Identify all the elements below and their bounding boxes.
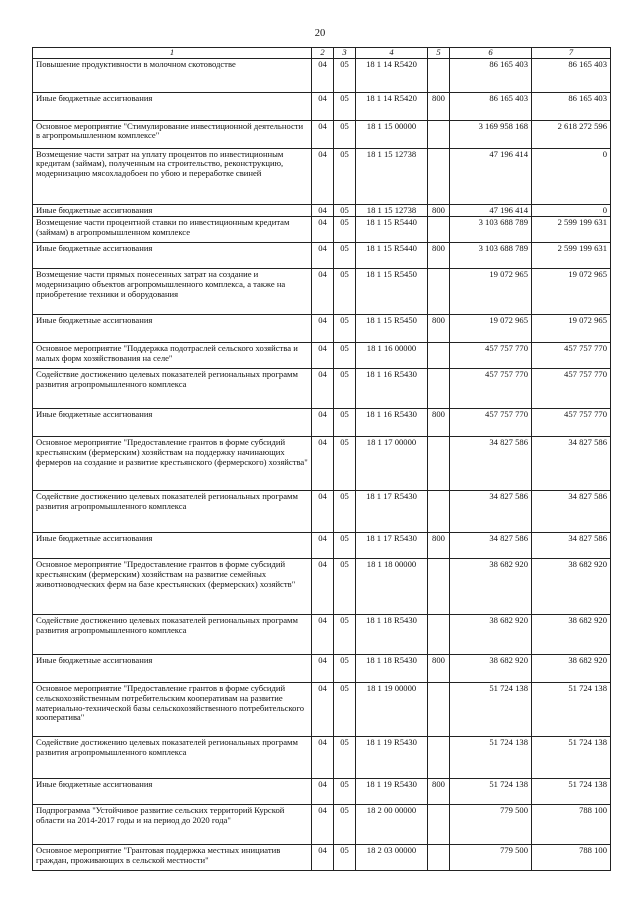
amount-year1-cell: 3 169 958 168 bbox=[450, 120, 532, 148]
amount-year1-cell: 34 827 586 bbox=[450, 491, 532, 533]
row-name-cell: Подпрограмма "Устойчивое развитие сельских территорий Курской области на 2014-2017 годы и на период до 2020 года" bbox=[33, 805, 312, 845]
expense-type-cell: 800 bbox=[428, 243, 450, 269]
row-name-cell: Основное мероприятие "Предоставление грантов в форме субсидий сельскохозяйственным потребительским кооперативам на развитие материально-технической базы сельскохозяйственного потребительского кооператива" bbox=[33, 683, 312, 737]
target-article-cell: 18 1 15 12738 bbox=[356, 204, 428, 217]
subsection-code-cell: 05 bbox=[334, 437, 356, 491]
row-name-cell: Основное мероприятие "Предоставление грантов в форме субсидий крестьянским (фермерским) хозяйствам на развитие семейных животноводческих ферм на базе крестьянских (фермерских) хозяйств" bbox=[33, 559, 312, 615]
expense-type-cell bbox=[428, 615, 450, 655]
amount-year1-cell: 51 724 138 bbox=[450, 779, 532, 805]
section-code-cell: 04 bbox=[312, 615, 334, 655]
target-article-cell: 18 1 19 00000 bbox=[356, 683, 428, 737]
amount-year1-cell: 86 165 403 bbox=[450, 58, 532, 92]
section-code-cell: 04 bbox=[312, 409, 334, 437]
expense-type-cell: 800 bbox=[428, 655, 450, 683]
section-code-cell: 04 bbox=[312, 120, 334, 148]
amount-year2-cell: 38 682 920 bbox=[532, 615, 611, 655]
row-name-cell: Основное мероприятие "Грантовая поддержка местных инициатив граждан, проживающих в сельской местности" bbox=[33, 845, 312, 871]
amount-year1-cell: 47 196 414 bbox=[450, 204, 532, 217]
amount-year2-cell: 19 072 965 bbox=[532, 315, 611, 343]
table-row bbox=[33, 491, 611, 533]
row-name-cell: Иные бюджетные ассигнования bbox=[33, 243, 312, 269]
section-code-cell: 04 bbox=[312, 369, 334, 409]
subsection-code-cell: 05 bbox=[334, 559, 356, 615]
table-row bbox=[33, 148, 611, 204]
subsection-code-cell: 05 bbox=[334, 148, 356, 204]
section-code-cell: 04 bbox=[312, 559, 334, 615]
subsection-code-cell: 05 bbox=[334, 491, 356, 533]
subsection-code-cell: 05 bbox=[334, 683, 356, 737]
target-article-cell: 18 1 16 R5430 bbox=[356, 369, 428, 409]
row-name-cell: Возмещение части прямых понесенных затрат на создание и модернизацию объектов агропромышленного комплекса, а также на приобретение техники и оборудования bbox=[33, 269, 312, 315]
subsection-code-cell: 05 bbox=[334, 533, 356, 559]
amount-year1-cell: 47 196 414 bbox=[450, 148, 532, 204]
table-row bbox=[33, 805, 611, 845]
table-row bbox=[33, 217, 611, 243]
amount-year1-cell: 51 724 138 bbox=[450, 683, 532, 737]
section-code-cell: 04 bbox=[312, 805, 334, 845]
expense-type-cell bbox=[428, 559, 450, 615]
section-code-cell: 04 bbox=[312, 243, 334, 269]
target-article-cell: 18 1 18 00000 bbox=[356, 559, 428, 615]
section-code-cell: 04 bbox=[312, 148, 334, 204]
amount-year2-cell: 2 618 272 596 bbox=[532, 120, 611, 148]
table-row bbox=[33, 92, 611, 120]
amount-year2-cell: 457 757 770 bbox=[532, 409, 611, 437]
table-row bbox=[33, 243, 611, 269]
table-row bbox=[33, 409, 611, 437]
section-code-cell: 04 bbox=[312, 437, 334, 491]
amount-year2-cell: 34 827 586 bbox=[532, 437, 611, 491]
subsection-code-cell: 05 bbox=[334, 243, 356, 269]
expense-type-cell: 800 bbox=[428, 204, 450, 217]
amount-year2-cell: 457 757 770 bbox=[532, 343, 611, 369]
expense-type-cell bbox=[428, 737, 450, 779]
section-code-cell: 04 bbox=[312, 269, 334, 315]
subsection-code-cell: 05 bbox=[334, 92, 356, 120]
amount-year1-cell: 3 103 688 789 bbox=[450, 217, 532, 243]
amount-year1-cell: 34 827 586 bbox=[450, 437, 532, 491]
amount-year1-cell: 34 827 586 bbox=[450, 533, 532, 559]
target-article-cell: 18 1 15 00000 bbox=[356, 120, 428, 148]
subsection-code-cell: 05 bbox=[334, 655, 356, 683]
amount-year2-cell: 2 599 199 631 bbox=[532, 217, 611, 243]
table-row bbox=[33, 204, 611, 217]
target-article-cell: 18 1 14 R5420 bbox=[356, 92, 428, 120]
row-name-cell: Возмещение части затрат на уплату процентов по инвестиционным кредитам (займам), полученным на строительство, реконструкцию, модернизацию мясохладобоен по убою и переработке свиней bbox=[33, 148, 312, 204]
table-row bbox=[33, 269, 611, 315]
amount-year2-cell: 86 165 403 bbox=[532, 58, 611, 92]
expense-type-cell: 800 bbox=[428, 779, 450, 805]
amount-year1-cell: 19 072 965 bbox=[450, 315, 532, 343]
row-name-cell: Содействие достижению целевых показателей региональных программ развития агропромышленного комплекса bbox=[33, 615, 312, 655]
table-row bbox=[33, 779, 611, 805]
target-article-cell: 18 1 14 R5420 bbox=[356, 58, 428, 92]
expense-type-cell bbox=[428, 491, 450, 533]
amount-year2-cell: 38 682 920 bbox=[532, 559, 611, 615]
row-name-cell: Содействие достижению целевых показателей региональных программ развития агропромышленного комплекса bbox=[33, 737, 312, 779]
expense-type-cell: 800 bbox=[428, 92, 450, 120]
target-article-cell: 18 1 15 12738 bbox=[356, 148, 428, 204]
expense-type-cell: 800 bbox=[428, 533, 450, 559]
section-code-cell: 04 bbox=[312, 58, 334, 92]
section-code-cell: 04 bbox=[312, 737, 334, 779]
amount-year1-cell: 86 165 403 bbox=[450, 92, 532, 120]
amount-year2-cell: 86 165 403 bbox=[532, 92, 611, 120]
row-name-cell: Иные бюджетные ассигнования bbox=[33, 92, 312, 120]
amount-year2-cell: 51 724 138 bbox=[532, 737, 611, 779]
column-header: 1 bbox=[33, 48, 312, 59]
table-row bbox=[33, 655, 611, 683]
target-article-cell: 18 1 17 R5430 bbox=[356, 491, 428, 533]
expense-type-cell bbox=[428, 805, 450, 845]
target-article-cell: 18 1 17 00000 bbox=[356, 437, 428, 491]
amount-year2-cell: 38 682 920 bbox=[532, 655, 611, 683]
section-code-cell: 04 bbox=[312, 779, 334, 805]
amount-year1-cell: 457 757 770 bbox=[450, 369, 532, 409]
table-row bbox=[33, 533, 611, 559]
column-header: 6 bbox=[450, 48, 532, 59]
row-name-cell: Основное мероприятие "Поддержка подотраслей сельского хозяйства и малых форм хозяйствования на селе" bbox=[33, 343, 312, 369]
target-article-cell: 18 1 16 00000 bbox=[356, 343, 428, 369]
expense-type-cell bbox=[428, 683, 450, 737]
subsection-code-cell: 05 bbox=[334, 343, 356, 369]
column-header: 3 bbox=[334, 48, 356, 59]
row-name-cell: Иные бюджетные ассигнования bbox=[33, 779, 312, 805]
expense-type-cell bbox=[428, 437, 450, 491]
target-article-cell: 18 1 16 R5430 bbox=[356, 409, 428, 437]
expense-type-cell: 800 bbox=[428, 409, 450, 437]
amount-year2-cell: 34 827 586 bbox=[532, 533, 611, 559]
amount-year2-cell: 0 bbox=[532, 148, 611, 204]
table-row bbox=[33, 343, 611, 369]
amount-year1-cell: 51 724 138 bbox=[450, 737, 532, 779]
subsection-code-cell: 05 bbox=[334, 315, 356, 343]
section-code-cell: 04 bbox=[312, 683, 334, 737]
expense-type-cell bbox=[428, 269, 450, 315]
target-article-cell: 18 1 15 R5450 bbox=[356, 315, 428, 343]
amount-year2-cell: 51 724 138 bbox=[532, 683, 611, 737]
subsection-code-cell: 05 bbox=[334, 120, 356, 148]
subsection-code-cell: 05 bbox=[334, 204, 356, 217]
page-number: 20 bbox=[314, 28, 326, 39]
row-name-cell: Иные бюджетные ассигнования bbox=[33, 204, 312, 217]
column-header: 5 bbox=[428, 48, 450, 59]
amount-year1-cell: 38 682 920 bbox=[450, 655, 532, 683]
table-row bbox=[33, 437, 611, 491]
amount-year2-cell: 0 bbox=[532, 204, 611, 217]
table-row bbox=[33, 683, 611, 737]
amount-year1-cell: 779 500 bbox=[450, 805, 532, 845]
table-row bbox=[33, 369, 611, 409]
budget-table-body bbox=[33, 58, 611, 871]
section-code-cell: 04 bbox=[312, 491, 334, 533]
subsection-code-cell: 05 bbox=[334, 409, 356, 437]
table-row bbox=[33, 559, 611, 615]
row-name-cell: Иные бюджетные ассигнования bbox=[33, 409, 312, 437]
amount-year1-cell: 38 682 920 bbox=[450, 559, 532, 615]
expense-type-cell bbox=[428, 58, 450, 92]
section-code-cell: 04 bbox=[312, 315, 334, 343]
column-header: 7 bbox=[532, 48, 611, 59]
row-name-cell: Основное мероприятие "Стимулирование инвестиционной деятельности в агропромышленном комплексе" bbox=[33, 120, 312, 148]
amount-year1-cell: 779 500 bbox=[450, 845, 532, 871]
target-article-cell: 18 1 19 R5430 bbox=[356, 737, 428, 779]
expense-type-cell bbox=[428, 217, 450, 243]
amount-year1-cell: 457 757 770 bbox=[450, 343, 532, 369]
expense-type-cell bbox=[428, 369, 450, 409]
table-row bbox=[33, 315, 611, 343]
expense-type-cell bbox=[428, 845, 450, 871]
subsection-code-cell: 05 bbox=[334, 217, 356, 243]
target-article-cell: 18 1 15 R5450 bbox=[356, 269, 428, 315]
target-article-cell: 18 1 15 R5440 bbox=[356, 217, 428, 243]
expense-type-cell bbox=[428, 120, 450, 148]
budget-table bbox=[32, 47, 611, 871]
section-code-cell: 04 bbox=[312, 845, 334, 871]
table-row bbox=[33, 737, 611, 779]
target-article-cell: 18 1 15 R5440 bbox=[356, 243, 428, 269]
row-name-cell: Повышение продуктивности в молочном скотоводстве bbox=[33, 58, 312, 92]
column-number-row bbox=[33, 48, 611, 59]
row-name-cell: Иные бюджетные ассигнования bbox=[33, 315, 312, 343]
row-name-cell: Возмещение части процентной ставки по инвестиционным кредитам (займам) в агропромышленном комплексе bbox=[33, 217, 312, 243]
target-article-cell: 18 1 18 R5430 bbox=[356, 615, 428, 655]
expense-type-cell bbox=[428, 148, 450, 204]
column-header: 4 bbox=[356, 48, 428, 59]
table-row bbox=[33, 58, 611, 92]
table-row bbox=[33, 120, 611, 148]
amount-year2-cell: 788 100 bbox=[532, 845, 611, 871]
subsection-code-cell: 05 bbox=[334, 269, 356, 315]
target-article-cell: 18 1 18 R5430 bbox=[356, 655, 428, 683]
amount-year1-cell: 19 072 965 bbox=[450, 269, 532, 315]
target-article-cell: 18 1 17 R5430 bbox=[356, 533, 428, 559]
row-name-cell: Иные бюджетные ассигнования bbox=[33, 655, 312, 683]
subsection-code-cell: 05 bbox=[334, 779, 356, 805]
target-article-cell: 18 2 03 00000 bbox=[356, 845, 428, 871]
column-header: 2 bbox=[312, 48, 334, 59]
subsection-code-cell: 05 bbox=[334, 737, 356, 779]
target-article-cell: 18 2 00 00000 bbox=[356, 805, 428, 845]
expense-type-cell bbox=[428, 343, 450, 369]
section-code-cell: 04 bbox=[312, 533, 334, 559]
subsection-code-cell: 05 bbox=[334, 845, 356, 871]
section-code-cell: 04 bbox=[312, 655, 334, 683]
amount-year1-cell: 38 682 920 bbox=[450, 615, 532, 655]
amount-year2-cell: 34 827 586 bbox=[532, 491, 611, 533]
amount-year1-cell: 457 757 770 bbox=[450, 409, 532, 437]
subsection-code-cell: 05 bbox=[334, 805, 356, 845]
amount-year2-cell: 19 072 965 bbox=[532, 269, 611, 315]
section-code-cell: 04 bbox=[312, 92, 334, 120]
subsection-code-cell: 05 bbox=[334, 369, 356, 409]
row-name-cell: Иные бюджетные ассигнования bbox=[33, 533, 312, 559]
row-name-cell: Содействие достижению целевых показателей региональных программ развития агропромышленного комплекса bbox=[33, 369, 312, 409]
section-code-cell: 04 bbox=[312, 343, 334, 369]
section-code-cell: 04 bbox=[312, 204, 334, 217]
subsection-code-cell: 05 bbox=[334, 615, 356, 655]
amount-year2-cell: 51 724 138 bbox=[532, 779, 611, 805]
table-row bbox=[33, 615, 611, 655]
row-name-cell: Основное мероприятие "Предоставление грантов в форме субсидий крестьянским (фермерским) хозяйствам на поддержку начинающих фермеров на создание и развитие крестьянского (фермерского) хозяйства" bbox=[33, 437, 312, 491]
section-code-cell: 04 bbox=[312, 217, 334, 243]
amount-year2-cell: 788 100 bbox=[532, 805, 611, 845]
amount-year2-cell: 2 599 199 631 bbox=[532, 243, 611, 269]
target-article-cell: 18 1 19 R5430 bbox=[356, 779, 428, 805]
subsection-code-cell: 05 bbox=[334, 58, 356, 92]
amount-year1-cell: 3 103 688 789 bbox=[450, 243, 532, 269]
table-row bbox=[33, 845, 611, 871]
amount-year2-cell: 457 757 770 bbox=[532, 369, 611, 409]
row-name-cell: Содействие достижению целевых показателей региональных программ развития агропромышленного комплекса bbox=[33, 491, 312, 533]
expense-type-cell: 800 bbox=[428, 315, 450, 343]
